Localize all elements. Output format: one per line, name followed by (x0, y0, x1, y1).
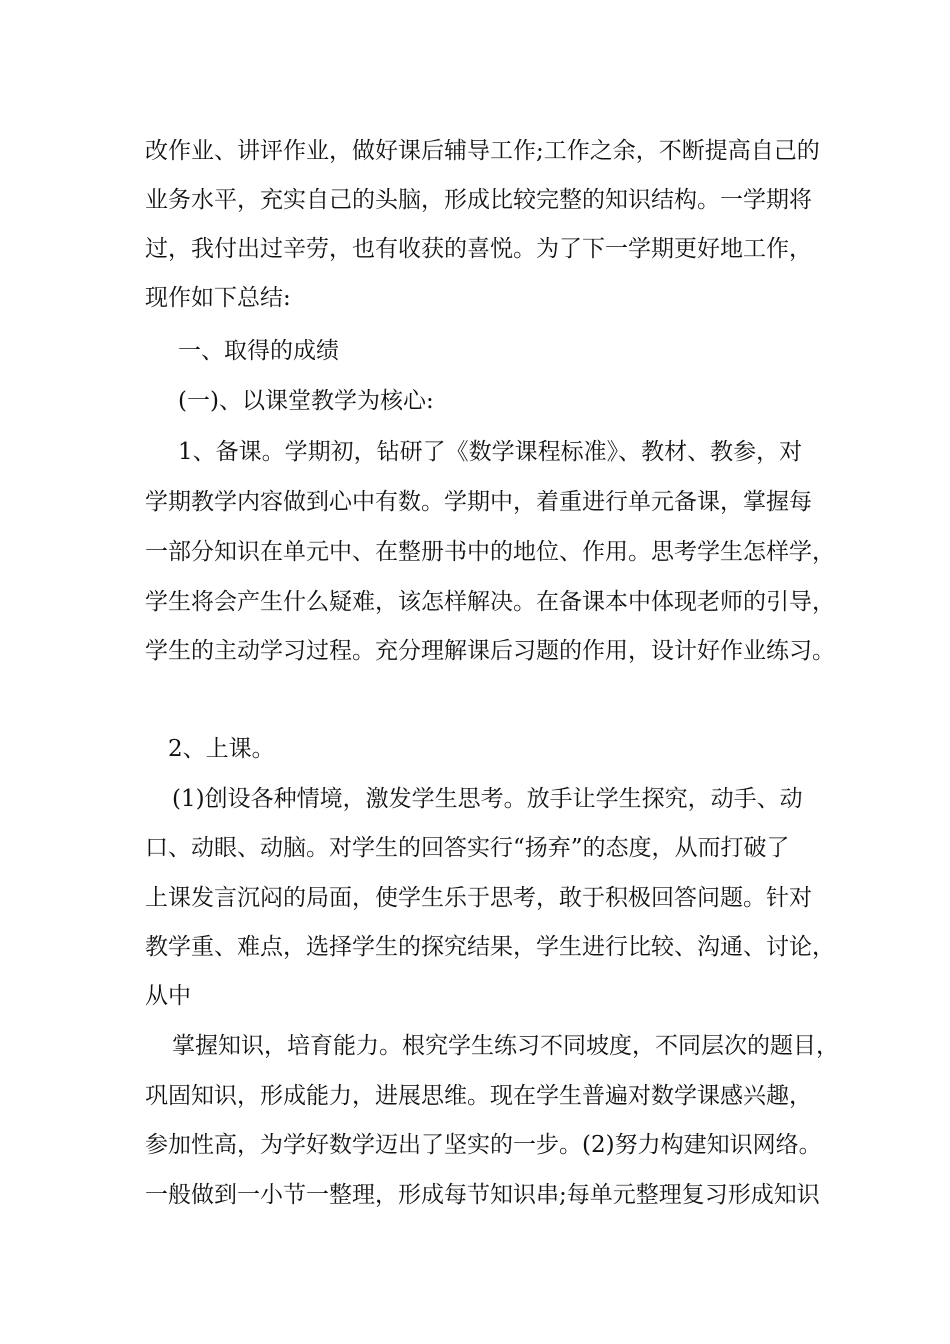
paragraph-line: 学生将会产生什么疑难，该怎样解决。在备课本中体现老师的引导， (145, 589, 835, 615)
paragraph-line: 从中 (145, 983, 191, 1009)
paragraph-line: 学生的主动学习过程。充分理解课后习题的作用，设计好作业练习。 (145, 638, 835, 664)
paragraph-line: 教学重、难点，选择学生的探究结果，学生进行比较、沟通、讨论， (145, 934, 835, 960)
paragraph-line: 上课发言沉闷的局面，使学生乐于思考，敢于积极回答问题。针对 (145, 885, 812, 911)
paragraph-line: 过，我付出过辛劳，也有收获的喜悦。为了下一学期更好地工作， (145, 236, 812, 262)
paragraph-line: 现作如下总结: (145, 285, 291, 311)
paragraph-line: (1)创设各种情境，激发学生思考。放手让学生探究，动手、动 (172, 786, 803, 812)
paragraph-line: 改作业、讲评作业，做好课后辅导工作;工作之余，不断提高自己的 (145, 138, 820, 164)
paragraph-line: 业务水平，充实自己的头脑，形成比较完整的知识结构。一学期将 (145, 187, 812, 213)
paragraph-line: 掌握知识，培育能力。根究学生练习不同坡度，不同层次的题目， (172, 1033, 839, 1059)
paragraph-line: 参加性高，为学好数学迈出了坚实的一步。(2)努力构建知识网络。 (145, 1132, 822, 1158)
section-heading: 一、取得的成绩 (178, 338, 339, 364)
paragraph-line: 学期教学内容做到心中有数。学期中，着重进行单元备课，掌握每 (145, 489, 812, 515)
paragraph-line: 一部分知识在单元中、在整册书中的地位、作用。思考学生怎样学， (145, 539, 835, 565)
paragraph-line: 巩固知识，形成能力，进展思维。现在学生普遍对数学课感兴趣， (145, 1083, 812, 1109)
subsection-heading: (一)、以课堂教学为核心: (178, 388, 434, 414)
subsection-heading: 2、上课。 (168, 736, 275, 762)
paragraph-line: 口、动眼、动脑。对学生的回答实行“扬弃”的态度，从而打破了 (145, 835, 790, 861)
paragraph-line: 1、备课。学期初，钻研了《数学课程标准》、教材、教参，对 (178, 439, 803, 465)
paragraph-line: 一般做到一小节一整理，形成每节知识串;每单元整理复习形成知识 (145, 1182, 820, 1208)
